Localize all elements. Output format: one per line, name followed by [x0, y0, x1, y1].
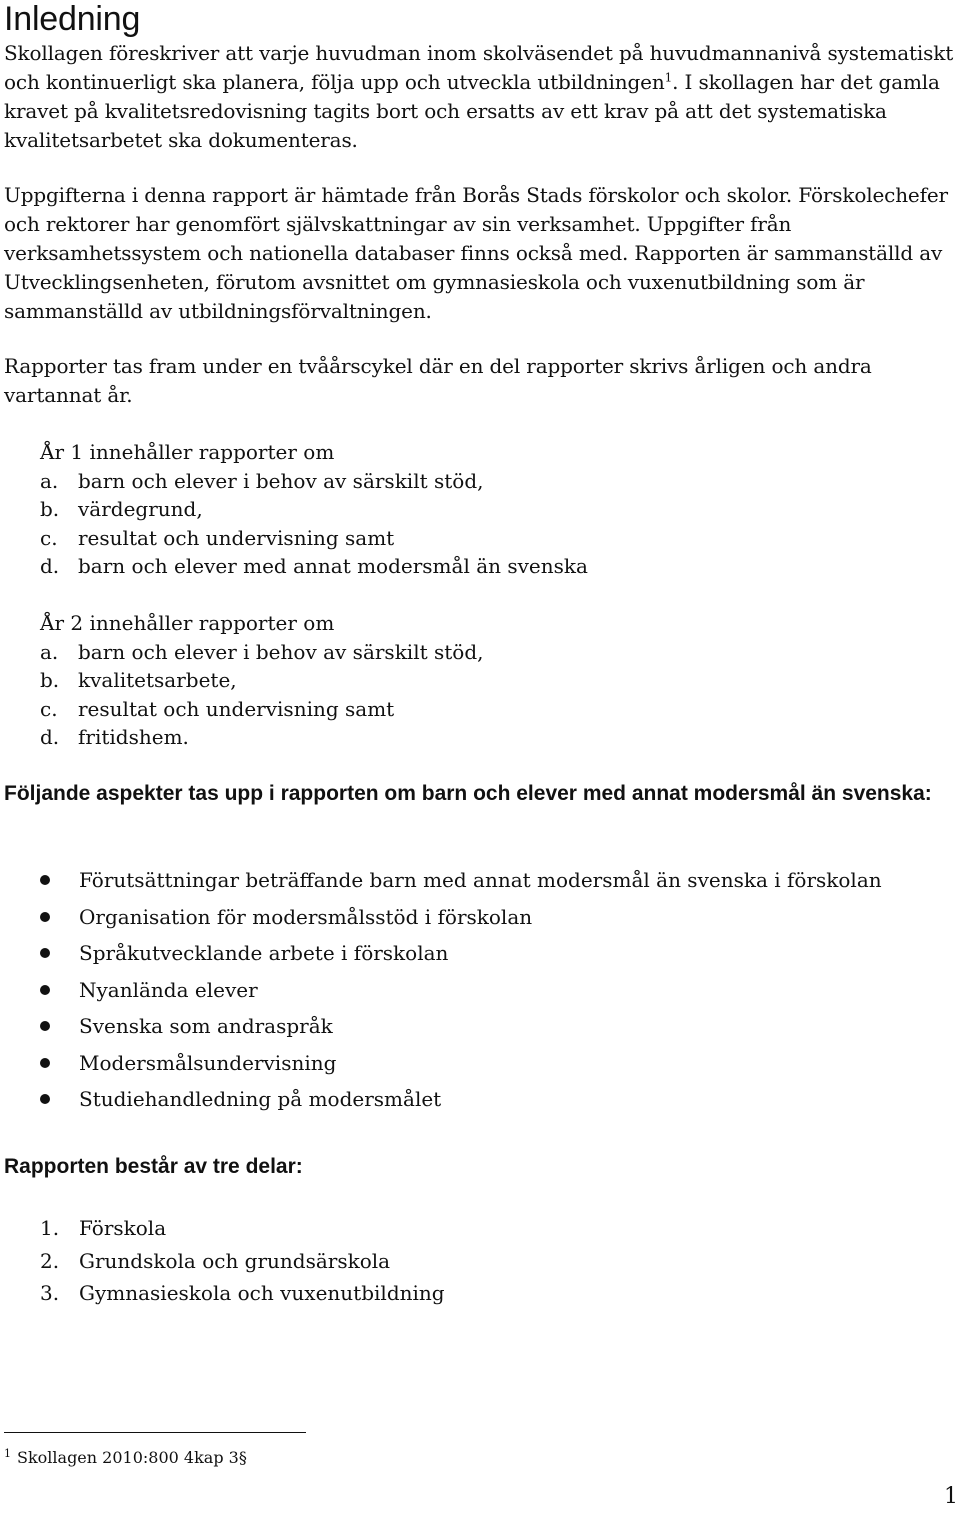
- list-item: [40, 1212, 445, 1245]
- list-item: [40, 695, 740, 724]
- list-item: [40, 723, 740, 752]
- intro-text-end: . I skollagen har det gamla kravet på kvalitetsredovisning tagits bort och ersatts av ett krav på att det systematiska kvalitetsarbetet ska dokumenteras.: [4, 70, 940, 152]
- bullet-icon: [40, 1094, 50, 1104]
- aspects-list: [0, 862, 960, 1118]
- footnote-reference[interactable]: 1: [664, 70, 673, 85]
- list-text: Gymnasieskola och vuxenutbildning: [79, 1281, 445, 1305]
- list-text: barn och elever med annat modersmål än svenska: [78, 554, 588, 578]
- bullet-icon: [40, 985, 50, 995]
- list-text: Organisation för modersmålsstöd i förskolan: [79, 904, 533, 929]
- list-text: Svenska som andraspråk: [79, 1014, 333, 1038]
- list-item: [0, 1081, 960, 1118]
- cycle-paragraph: Rapporter tas fram under en tvåårscykel där en del rapporter skrivs årligen och andra vartannat år.: [4, 354, 872, 407]
- list-item: [40, 467, 740, 496]
- source-paragraph: Uppgifterna i denna rapport är hämtade från Borås Stads förskolor och skolor. Förskolechefer och rektorer har genomfört självskattningar av sin verksamhet. Uppgifter från verksamhetssystem och nationella databaser finns också med. Rapporten är sammanställd av Utvecklingsenheten, förutom avsnittet om gymnasieskola och vuxenutbildning som är sammanställd av utbildningsförvaltningen.: [4, 183, 948, 323]
- list-text: Grundskola och grundsärskola: [79, 1248, 391, 1273]
- list-marker: b.: [40, 668, 60, 692]
- year1-heading: År 1 innehåller rapporter om: [40, 440, 335, 464]
- intro-text-start: Skollagen föreskriver att varje huvudman inom skolväsendet på huvudmannanivå systematiskt och kontinuerligt ska planera, följa upp och utveckla utbildningen: [4, 41, 954, 94]
- list-number: 2.: [40, 1248, 60, 1273]
- list-text: Språkutvecklande arbete i förskolan: [79, 941, 449, 965]
- footnote-text: Skollagen 2010:800 4kap 3§: [17, 1448, 247, 1467]
- list-marker: d.: [40, 554, 60, 578]
- list-marker: c.: [40, 525, 58, 550]
- list-item: [40, 1245, 445, 1278]
- list-marker: b.: [40, 497, 60, 521]
- year2-block: [40, 609, 740, 752]
- list-marker: a.: [40, 639, 59, 664]
- aspects-heading: Följande aspekter tas upp i rapporten om barn och elever med annat modersmål än svenska:: [4, 782, 932, 805]
- list-text: resultat och undervisning samt: [78, 525, 395, 550]
- list-number: 1.: [40, 1216, 60, 1240]
- list-item: [0, 1045, 960, 1082]
- intro-paragraph: [4, 39, 960, 155]
- list-item: [40, 524, 740, 553]
- footnote-divider: [4, 1432, 306, 1433]
- list-text: Nyanlända elever: [79, 977, 258, 1002]
- list-item: [0, 935, 960, 972]
- parts-list: [40, 1212, 445, 1310]
- footnote-mark: 1: [4, 1446, 11, 1460]
- list-item: [40, 552, 740, 581]
- list-marker: a.: [40, 468, 59, 493]
- bullet-icon: [40, 1021, 50, 1031]
- list-item: [0, 972, 960, 1009]
- list-text: fritidshem.: [78, 725, 189, 749]
- parts-heading: Rapporten består av tre delar:: [4, 1155, 303, 1178]
- list-marker: c.: [40, 696, 58, 721]
- list-text: Modersmålsundervisning: [79, 1050, 337, 1075]
- list-text: Förutsättningar beträffande barn med annat modersmål än svenska i förskolan: [79, 868, 882, 892]
- list-text: kvalitetsarbete,: [78, 668, 237, 692]
- year1-block: [40, 438, 740, 581]
- list-text: Studiehandledning på modersmålet: [79, 1087, 442, 1111]
- list-number: 3.: [40, 1281, 60, 1305]
- footnote: [4, 1447, 247, 1469]
- list-text: barn och elever i behov av särskilt stöd,: [78, 639, 484, 664]
- list-marker: d.: [40, 725, 60, 749]
- year2-heading: År 2 innehåller rapporter om: [40, 611, 335, 635]
- list-item: [0, 1008, 960, 1045]
- list-text: resultat och undervisning samt: [78, 696, 395, 721]
- list-item: [40, 666, 740, 695]
- list-text: Förskola: [79, 1216, 167, 1240]
- section-title: Inledning: [4, 0, 141, 38]
- list-item: [0, 862, 960, 899]
- bullet-icon: [40, 948, 50, 958]
- bullet-icon: [40, 912, 50, 922]
- list-item: [0, 899, 960, 936]
- page-number: 1: [944, 1484, 958, 1509]
- list-item: [40, 1277, 445, 1310]
- list-text: värdegrund,: [78, 497, 203, 521]
- list-text: barn och elever i behov av särskilt stöd,: [78, 468, 484, 493]
- bullet-icon: [40, 1058, 50, 1068]
- list-item: [40, 495, 740, 524]
- list-item: [40, 638, 740, 667]
- bullet-icon: [40, 875, 50, 885]
